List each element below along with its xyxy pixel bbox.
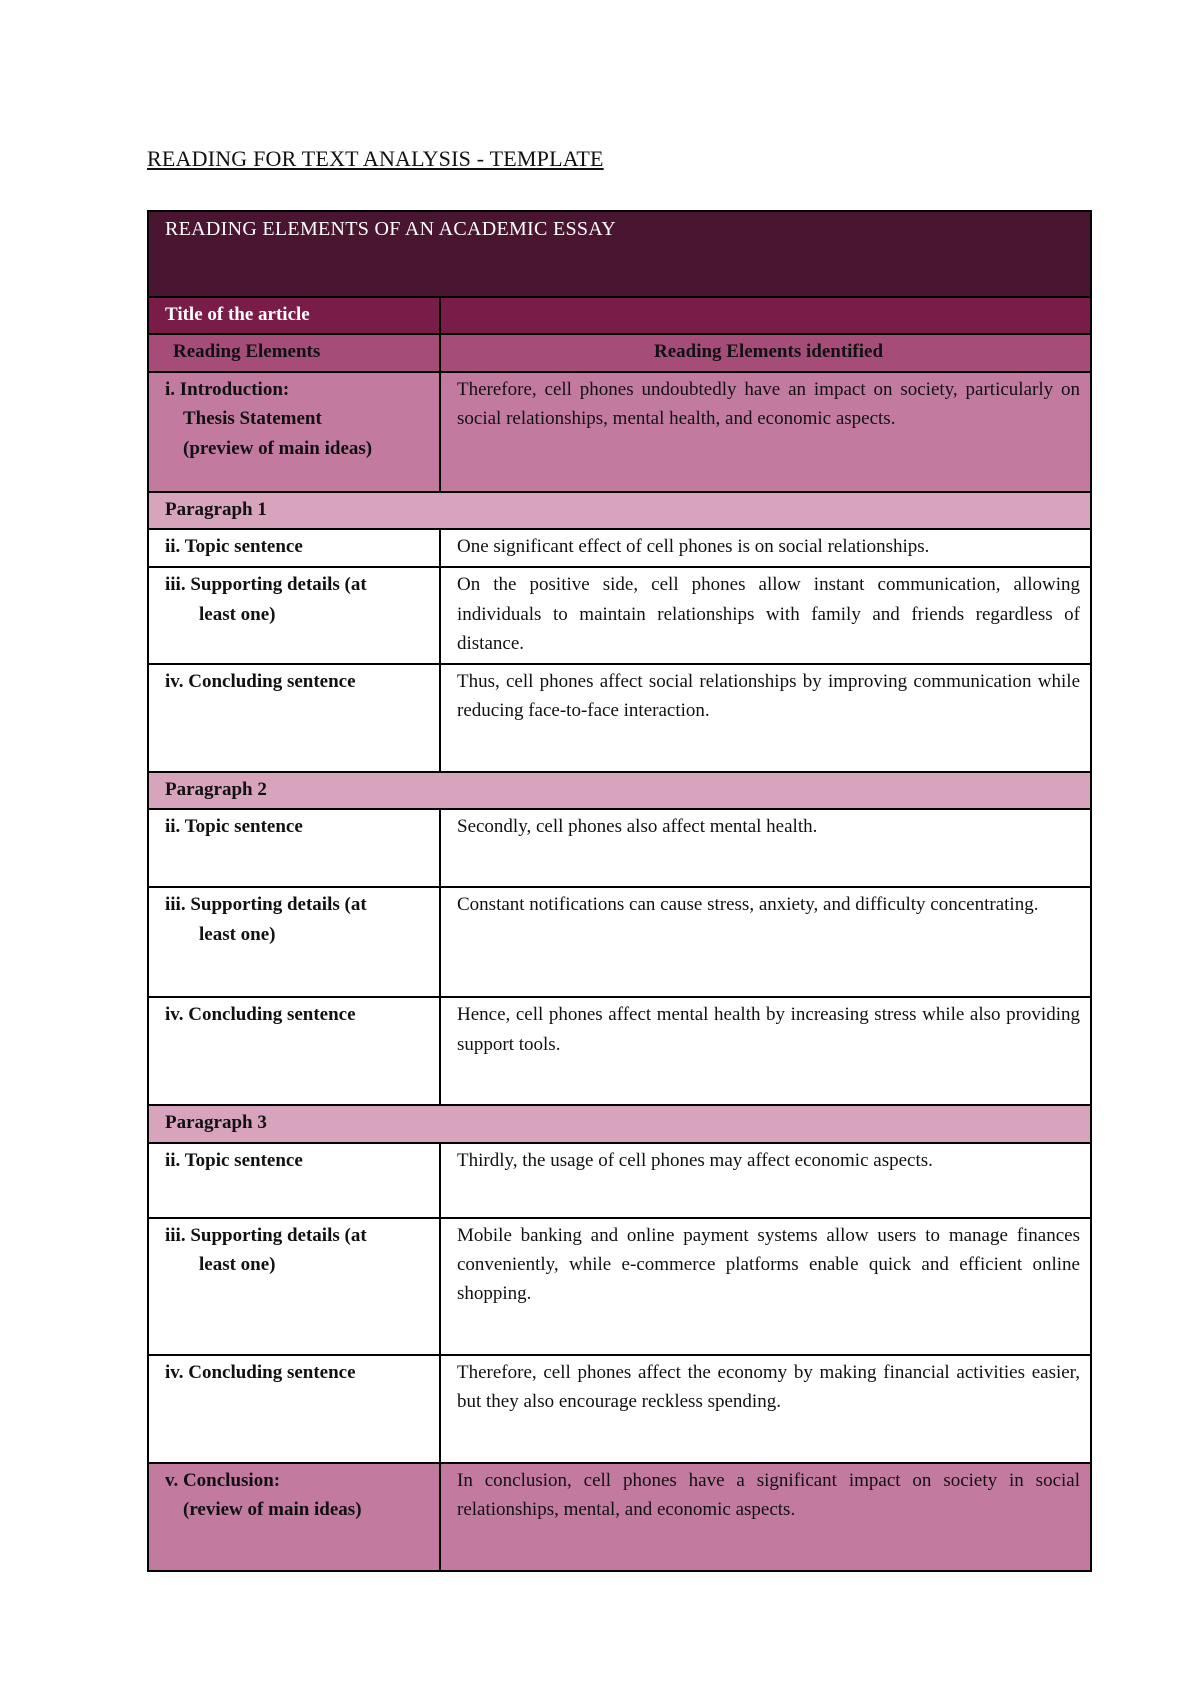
topic-sentence-label: ii. Topic sentence bbox=[148, 529, 440, 567]
paragraph-2-topic-value[interactable]: Secondly, cell phones also affect mental health. bbox=[440, 809, 1091, 887]
paragraph-2-support-value[interactable]: Constant notifications can cause stress, anxiety, and difficulty concentrating. bbox=[440, 887, 1091, 997]
paragraph-2-heading: Paragraph 2 bbox=[148, 772, 1091, 809]
preview-label: (preview of main ideas) bbox=[183, 437, 373, 459]
paragraph-2-heading-row bbox=[148, 772, 1091, 809]
table-banner: READING ELEMENTS OF AN ACADEMIC ESSAY bbox=[148, 211, 1091, 297]
paragraph-1-topic-value[interactable]: One significant effect of cell phones is on social relationships. bbox=[440, 529, 1091, 567]
introduction-label-main: i. Introduction: bbox=[165, 378, 290, 400]
paragraph-2-conclude-value[interactable]: Hence, cell phones affect mental health by increasing stress while also providing support tools. bbox=[440, 997, 1091, 1105]
paragraph-1-support-row bbox=[148, 567, 1091, 663]
introduction-label bbox=[148, 372, 440, 492]
paragraph-2-topic-row bbox=[148, 809, 1091, 887]
paragraph-1-heading: Paragraph 1 bbox=[148, 492, 1091, 529]
paragraph-2-support-row bbox=[148, 887, 1091, 997]
supporting-details-label-line2: least one) bbox=[199, 1253, 276, 1275]
article-title-row bbox=[148, 297, 1091, 334]
paragraph-2-conclude-row bbox=[148, 997, 1091, 1105]
paragraph-3-support-value[interactable]: Mobile banking and online payment systems allow users to manage finances conveniently, while e-commerce platforms enable quick and efficient online shopping. bbox=[440, 1218, 1091, 1355]
conclusion-label bbox=[148, 1463, 440, 1571]
article-title-value[interactable] bbox=[440, 297, 1091, 334]
thesis-statement-label: Thesis Statement bbox=[183, 408, 322, 430]
supporting-details-label bbox=[148, 1218, 440, 1355]
introduction-row bbox=[148, 372, 1091, 492]
supporting-details-label-line1: iii. Supporting details (at bbox=[165, 574, 367, 596]
supporting-details-label-line2: least one) bbox=[199, 923, 276, 945]
conclusion-row bbox=[148, 1463, 1091, 1571]
topic-sentence-label: ii. Topic sentence bbox=[148, 809, 440, 887]
paragraph-1-support-value[interactable]: On the positive side, cell phones allow instant communication, allowing individuals to maintain relationships with family and friends regardless of distance. bbox=[440, 567, 1091, 663]
reading-elements-table bbox=[147, 210, 1092, 1572]
paragraph-1-topic-row bbox=[148, 529, 1091, 567]
supporting-details-label bbox=[148, 567, 440, 663]
topic-sentence-label: ii. Topic sentence bbox=[148, 1143, 440, 1218]
column-header-elements: Reading Elements bbox=[148, 334, 440, 371]
supporting-details-label-line1: iii. Supporting details (at bbox=[165, 1224, 367, 1246]
paragraph-3-topic-value[interactable]: Thirdly, the usage of cell phones may affect economic aspects. bbox=[440, 1143, 1091, 1218]
supporting-details-label-line2: least one) bbox=[199, 603, 276, 625]
document-title: READING FOR TEXT ANALYSIS - TEMPLATE bbox=[147, 146, 604, 171]
paragraph-3-support-row bbox=[148, 1218, 1091, 1355]
paragraph-1-heading-row bbox=[148, 492, 1091, 529]
introduction-value[interactable]: Therefore, cell phones undoubtedly have an impact on society, particularly on social relationships, mental health, and economic aspects. bbox=[440, 372, 1091, 492]
paragraph-3-heading: Paragraph 3 bbox=[148, 1105, 1091, 1142]
concluding-sentence-label: iv. Concluding sentence bbox=[148, 1355, 440, 1463]
column-header-row bbox=[148, 334, 1091, 371]
column-header-identified: Reading Elements identified bbox=[440, 334, 1091, 371]
concluding-sentence-label: iv. Concluding sentence bbox=[148, 664, 440, 772]
article-title-label: Title of the article bbox=[148, 297, 440, 334]
paragraph-3-heading-row bbox=[148, 1105, 1091, 1142]
supporting-details-label bbox=[148, 887, 440, 997]
concluding-sentence-label: iv. Concluding sentence bbox=[148, 997, 440, 1105]
conclusion-label-main: v. Conclusion: bbox=[165, 1469, 281, 1491]
paragraph-3-topic-row bbox=[148, 1143, 1091, 1218]
paragraph-3-conclude-value[interactable]: Therefore, cell phones affect the economy by making financial activities easier, but they also encourage reckless spending. bbox=[440, 1355, 1091, 1463]
conclusion-value[interactable]: In conclusion, cell phones have a significant impact on society in social relationships, mental, and economic aspects. bbox=[440, 1463, 1091, 1571]
paragraph-1-conclude-value[interactable]: Thus, cell phones affect social relationships by improving communication while reducing face-to-face interaction. bbox=[440, 664, 1091, 772]
paragraph-3-conclude-row bbox=[148, 1355, 1091, 1463]
paragraph-1-conclude-row bbox=[148, 664, 1091, 772]
table-banner-row bbox=[148, 211, 1091, 297]
supporting-details-label-line1: iii. Supporting details (at bbox=[165, 894, 367, 916]
review-label: (review of main ideas) bbox=[183, 1498, 362, 1520]
